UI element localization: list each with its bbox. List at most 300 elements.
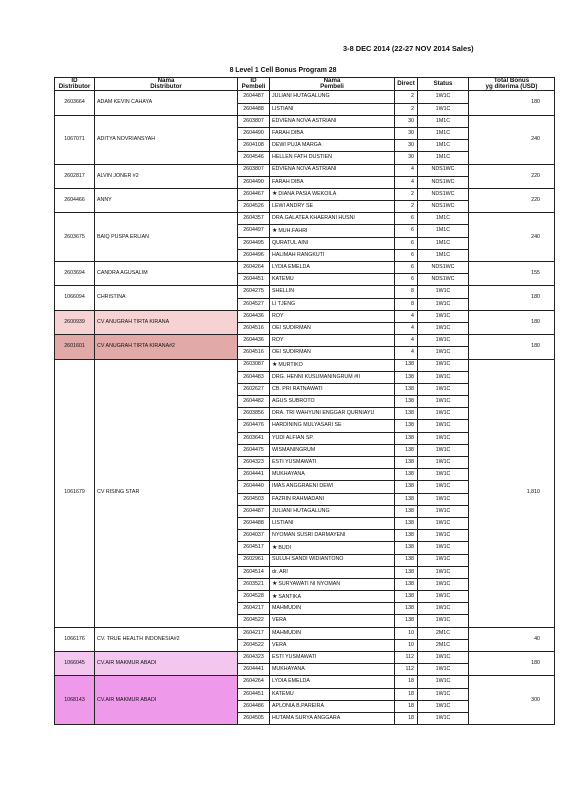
direct-cell: 138 — [395, 408, 418, 420]
status-cell: NDS1WC — [418, 201, 469, 213]
direct-cell: 6 — [395, 237, 418, 249]
buyer-name-cell — [270, 201, 395, 213]
status-cell: NDS1WC — [418, 176, 469, 188]
total-bonus-cell: 220 — [469, 188, 555, 212]
status-cell: 1W1C — [418, 578, 469, 590]
buyer-name-text: APLONIA B.PAREIRA — [272, 702, 325, 709]
status-cell: 1W1C — [418, 517, 469, 529]
buyer-id-cell: 2604451 — [238, 688, 270, 700]
status-cell: 1M1C — [418, 237, 469, 249]
buyer-name-text: ESTI YUSMAWATI — [272, 653, 317, 660]
buyer-name-cell — [270, 286, 395, 298]
buyer-id-cell: 2604323 — [238, 457, 270, 469]
header-nama-pembeli: Nama Pembeli — [270, 78, 395, 91]
buyer-name-text: ROY — [272, 312, 284, 319]
buyer-name-text: AGUS SUBROTO — [272, 398, 315, 405]
buyer-name-cell — [270, 615, 395, 627]
buyer-name-text: SURYAWATI NI NYOMAN — [278, 581, 341, 588]
buyer-id-cell: 2603807 — [238, 164, 270, 176]
buyer-id-cell: 2604323 — [238, 652, 270, 664]
direct-cell: 4 — [395, 310, 418, 322]
buyer-id-cell: 2604475 — [238, 444, 270, 456]
status-cell: 1W1C — [418, 688, 469, 700]
direct-cell: 4 — [395, 176, 418, 188]
buyer-name-text: MAHMUDIN — [272, 629, 302, 636]
direct-cell: 138 — [395, 591, 418, 603]
total-bonus-cell: 40 — [469, 627, 555, 651]
buyer-name-cell — [270, 517, 395, 529]
direct-cell: 138 — [395, 505, 418, 517]
buyer-id-cell: 2604482 — [238, 396, 270, 408]
distributor-id-cell: 1066094 — [55, 286, 95, 310]
buyer-name-text: FARAH DIBA — [272, 129, 304, 136]
buyer-name-cell — [270, 457, 395, 469]
total-bonus-cell: 180 — [469, 652, 555, 676]
header-id-distributor: ID Distributor — [55, 78, 95, 91]
buyer-id-cell: 2604487 — [238, 505, 270, 517]
star-icon: ★ — [272, 544, 278, 551]
buyer-name-text: SANTIKA — [278, 593, 302, 600]
buyer-name-cell — [270, 262, 395, 274]
buyer-id-cell: 2604264 — [238, 262, 270, 274]
status-cell: 1W1C — [418, 383, 469, 395]
distributor-name-cell: ANNY — [95, 188, 238, 212]
buyer-name-text: MAHMUDIN — [272, 605, 302, 612]
buyer-name-text: CB. PRI RATNAWATI — [272, 385, 323, 392]
distributor-id-cell: 2603694 — [55, 262, 95, 286]
direct-cell: 138 — [395, 530, 418, 542]
direct-cell: 2 — [395, 188, 418, 200]
table-row — [55, 676, 555, 688]
buyer-name-cell — [270, 420, 395, 432]
buyer-name-cell — [270, 505, 395, 517]
direct-cell: 2 — [395, 103, 418, 115]
status-cell: 1M1C — [418, 213, 469, 225]
direct-cell: 8 — [395, 286, 418, 298]
distributor-name-cell: ADAM KEVIN CAHAYA — [95, 91, 238, 115]
buyer-id-cell: 2604487 — [238, 91, 270, 103]
star-icon: ★ — [272, 361, 278, 368]
distributor-name-cell: CV. TRUE HEALTH INDONESIA#2 — [95, 627, 238, 651]
buyer-id-cell: 2604488 — [238, 103, 270, 115]
buyer-id-cell: 2604526 — [238, 201, 270, 213]
buyer-name-cell — [270, 493, 395, 505]
distributor-id-cell: 2604466 — [55, 188, 95, 212]
distributor-id-cell: 2601601 — [55, 335, 95, 359]
buyer-name-cell — [270, 530, 395, 542]
buyer-name-text: KATEMU — [272, 690, 294, 697]
buyer-name-cell — [270, 542, 395, 554]
buyer-name-text: HARDINING MULYASARI SE — [272, 422, 342, 429]
status-cell: 1W1C — [418, 103, 469, 115]
buyer-id-cell: 2604516 — [238, 322, 270, 334]
total-bonus-cell: 155 — [469, 262, 555, 286]
distributor-name-cell: CV RISING STAR — [95, 359, 238, 627]
buyer-name-text: HALIMAH RANGKUTI — [272, 251, 325, 258]
direct-cell: 6 — [395, 262, 418, 274]
direct-cell: 6 — [395, 249, 418, 261]
buyer-name-cell — [270, 444, 395, 456]
buyer-name-cell — [270, 322, 395, 334]
buyer-name-cell — [270, 274, 395, 286]
buyer-id-cell: 2604546 — [238, 152, 270, 164]
status-cell: 1W1C — [418, 603, 469, 615]
buyer-name-cell — [270, 432, 395, 444]
direct-cell: 138 — [395, 444, 418, 456]
direct-cell: 138 — [395, 578, 418, 590]
status-cell: NDS1WC — [418, 164, 469, 176]
buyer-name-cell — [270, 688, 395, 700]
buyer-id-cell: 2604037 — [238, 530, 270, 542]
distributor-name-cell: CV.AIR MAKMUR ABADI — [95, 676, 238, 725]
buyer-name-cell — [270, 103, 395, 115]
header-direct: Direct — [395, 78, 418, 91]
buyer-name-text: LISTIANI — [272, 519, 294, 526]
buyer-name-cell — [270, 127, 395, 139]
buyer-name-cell — [270, 627, 395, 639]
table-row — [55, 652, 555, 664]
direct-cell: 138 — [395, 517, 418, 529]
status-cell: 1W1C — [418, 91, 469, 103]
status-cell: 1W1C — [418, 712, 469, 724]
buyer-name-text: OEI SUDIRMAN — [272, 349, 311, 356]
buyer-id-cell: 2604217 — [238, 627, 270, 639]
buyer-name-text: JULIANI HUTAGALUNG — [272, 507, 330, 514]
star-icon: ★ — [272, 581, 278, 588]
status-cell: 1W1C — [418, 652, 469, 664]
buyer-name-cell — [270, 383, 395, 395]
table-row — [55, 91, 555, 103]
direct-cell: 4 — [395, 335, 418, 347]
distributor-name-cell: CHRISTINA — [95, 286, 238, 310]
buyer-id-cell: 2604488 — [238, 517, 270, 529]
direct-cell: 138 — [395, 383, 418, 395]
buyer-name-text: FARAH DIBA — [272, 178, 304, 185]
buyer-id-cell: 2603807 — [238, 115, 270, 127]
buyer-id-cell: 2603856 — [238, 408, 270, 420]
buyer-id-cell: 2604476 — [238, 420, 270, 432]
buyer-id-cell: 2604528 — [238, 591, 270, 603]
total-bonus-cell: 240 — [469, 115, 555, 164]
table-row — [55, 262, 555, 274]
direct-cell: 8 — [395, 298, 418, 310]
status-cell: 2M1C — [418, 639, 469, 651]
buyer-name-cell — [270, 237, 395, 249]
direct-cell: 4 — [395, 164, 418, 176]
direct-cell: 138 — [395, 396, 418, 408]
direct-cell: 138 — [395, 469, 418, 481]
buyer-name-cell — [270, 371, 395, 383]
direct-cell: 4 — [395, 322, 418, 334]
total-bonus-cell: 240 — [469, 213, 555, 262]
status-cell: 1W1C — [418, 286, 469, 298]
distributor-name-cell: ADITYA NOVRIANSYAH — [95, 115, 238, 164]
buyer-id-cell: 2602627 — [238, 383, 270, 395]
buyer-name-cell — [270, 249, 395, 261]
status-cell: 1W1C — [418, 432, 469, 444]
buyer-id-cell: 2604467 — [238, 188, 270, 200]
status-cell: 2M1C — [418, 627, 469, 639]
status-cell: 1W1C — [418, 371, 469, 383]
buyer-id-cell: 2604517 — [238, 542, 270, 554]
star-icon: ★ — [272, 227, 278, 234]
status-cell: 1W1C — [418, 298, 469, 310]
status-cell: 1W1C — [418, 700, 469, 712]
buyer-id-cell: 2604527 — [238, 298, 270, 310]
direct-cell: 138 — [395, 420, 418, 432]
buyer-id-cell: 2604522 — [238, 639, 270, 651]
buyer-name-text: QURATUL AINI — [272, 239, 309, 246]
buyer-name-text: DRA.GALATEA KHAERANI HUSNI — [272, 215, 355, 222]
status-cell: 1W1C — [418, 347, 469, 359]
buyer-id-cell: 2604483 — [238, 371, 270, 383]
buyer-name-text: ESTI YUSMAWATI — [272, 458, 317, 465]
buyer-name-text: KATEMU — [272, 276, 294, 283]
buyer-name-cell — [270, 603, 395, 615]
distributor-id-cell: 1066045 — [55, 652, 95, 676]
table-row — [55, 310, 555, 322]
direct-cell: 10 — [395, 639, 418, 651]
program-title: 8 Level 1 Cell Bonus Program 28 — [229, 67, 337, 74]
buyer-name-text: DRA. TRI WAHYUNI ENGGAR QURNIAYU — [272, 410, 375, 417]
buyer-name-cell — [270, 712, 395, 724]
header-status: Status — [418, 78, 469, 91]
buyer-name-cell — [270, 213, 395, 225]
buyer-name-cell — [270, 591, 395, 603]
total-bonus-cell: 300 — [469, 676, 555, 725]
buyer-id-cell: 2604441 — [238, 469, 270, 481]
direct-cell: 30 — [395, 140, 418, 152]
buyer-name-text: ROY — [272, 337, 284, 344]
distributor-name-cell: CV ANUGRAH TIRTA KIRANA — [95, 310, 238, 334]
buyer-id-cell: 2604275 — [238, 286, 270, 298]
buyer-name-text: SULUH SANDI WIDIANTONO — [272, 556, 344, 563]
status-cell: 1W1C — [418, 542, 469, 554]
direct-cell: 4 — [395, 347, 418, 359]
total-bonus-cell: 180 — [469, 91, 555, 115]
distributor-id-cell: 1061679 — [55, 359, 95, 627]
direct-cell: 138 — [395, 359, 418, 371]
buyer-name-text: NYOMAN SUSRI DARMAYENI — [272, 532, 346, 539]
buyer-name-cell — [270, 335, 395, 347]
total-bonus-cell: 180 — [469, 335, 555, 359]
buyer-name-text: BUDI — [278, 544, 292, 551]
status-cell: 1W1C — [418, 505, 469, 517]
buyer-name-cell — [270, 652, 395, 664]
buyer-id-cell: 2604264 — [238, 676, 270, 688]
direct-cell: 6 — [395, 274, 418, 286]
table-header-row — [55, 78, 555, 91]
distributor-id-cell: 1068143 — [55, 676, 95, 725]
buyer-name-text: DRG. HENNI KUSUMANINGRUM #II — [272, 373, 360, 380]
buyer-id-cell: 2604108 — [238, 140, 270, 152]
buyer-id-cell: 2604217 — [238, 603, 270, 615]
buyer-name-text: JULIANI HUTAGALUNG — [272, 93, 330, 100]
status-cell: 1M1C — [418, 225, 469, 237]
buyer-id-cell: 2604522 — [238, 615, 270, 627]
buyer-name-text: IMAS ANGGRAENI DEWI — [272, 483, 334, 490]
direct-cell: 138 — [395, 371, 418, 383]
buyer-name-text: DIANA PASIA WEKOILA — [278, 191, 337, 198]
buyer-id-cell: 2603521 — [238, 578, 270, 590]
status-cell: 1W1C — [418, 444, 469, 456]
buyer-name-cell — [270, 188, 395, 200]
buyer-name-text: MUKHAYANA — [272, 471, 305, 478]
distributor-id-cell: 2602817 — [55, 164, 95, 188]
buyer-name-text: WISMANINGRUM — [272, 446, 316, 453]
buyer-name-cell — [270, 310, 395, 322]
direct-cell: 30 — [395, 115, 418, 127]
report-date-range: 3-8 DEC 2014 (22-27 NOV 2014 Sales) — [343, 44, 474, 53]
buyer-name-text: dr. ARI — [272, 568, 288, 575]
status-cell: 1W1C — [418, 420, 469, 432]
direct-cell: 6 — [395, 213, 418, 225]
direct-cell: 2 — [395, 91, 418, 103]
total-bonus-cell: 220 — [469, 164, 555, 188]
status-cell: 1M1C — [418, 140, 469, 152]
status-cell: NDS1WC — [418, 262, 469, 274]
buyer-name-text: FAZRIN RAHMADANI — [272, 495, 325, 502]
buyer-id-cell: 2604441 — [238, 664, 270, 676]
buyer-name-cell — [270, 578, 395, 590]
status-cell: 1W1C — [418, 481, 469, 493]
table-row — [55, 286, 555, 298]
total-bonus-cell: 180 — [469, 310, 555, 334]
buyer-name-cell — [270, 676, 395, 688]
buyer-name-cell — [270, 639, 395, 651]
direct-cell: 138 — [395, 493, 418, 505]
direct-cell: 10 — [395, 627, 418, 639]
buyer-name-text: HUTAMA SURYA ANGGARA — [272, 714, 341, 721]
status-cell: 1W1C — [418, 310, 469, 322]
buyer-name-text: DEWI PUJA MARGA — [272, 142, 322, 149]
status-cell: 1W1C — [418, 408, 469, 420]
status-cell: NDS1WC — [418, 274, 469, 286]
status-cell: 1W1C — [418, 664, 469, 676]
buyer-name-cell — [270, 469, 395, 481]
status-cell: 1W1C — [418, 469, 469, 481]
distributor-id-cell: 1067071 — [55, 115, 95, 164]
distributor-name-cell: CANDRA AGUSALIM — [95, 262, 238, 286]
direct-cell: 138 — [395, 432, 418, 444]
buyer-name-text: LI TJENG — [272, 300, 296, 307]
star-icon: ★ — [272, 593, 278, 600]
buyer-name-text: VERA — [272, 641, 287, 648]
buyer-name-cell — [270, 408, 395, 420]
distributor-id-cell: 1066176 — [55, 627, 95, 651]
distributor-name-cell: CV ANUGRAH TIRTA KIRANA#2 — [95, 335, 238, 359]
buyer-id-cell: 2604490 — [238, 176, 270, 188]
buyer-name-cell — [270, 664, 395, 676]
status-cell: 1W1C — [418, 493, 469, 505]
direct-cell: 112 — [395, 664, 418, 676]
direct-cell: 138 — [395, 603, 418, 615]
table-row — [55, 335, 555, 347]
buyer-name-text: LYDIA EMELDA — [272, 678, 310, 685]
buyer-name-cell — [270, 554, 395, 566]
distributor-name-cell: CV.AIR MAKMUR ABADI — [95, 652, 238, 676]
buyer-name-text: MUKHAYANA — [272, 666, 305, 673]
buyer-name-cell — [270, 164, 395, 176]
total-bonus-cell: 180 — [469, 286, 555, 310]
table-body — [55, 91, 555, 725]
status-cell: 1W1C — [418, 554, 469, 566]
buyer-id-cell: 2604514 — [238, 566, 270, 578]
table-row — [55, 115, 555, 127]
status-cell: NDS1WC — [418, 188, 469, 200]
buyer-name-text: LEWI ANDRY SE — [272, 203, 314, 210]
buyer-id-cell: 2604436 — [238, 335, 270, 347]
header-nama-distributor: Nama Distributor — [95, 78, 238, 91]
direct-cell: 18 — [395, 712, 418, 724]
distributor-name-cell: ALVIN JONER #2 — [95, 164, 238, 188]
buyer-name-cell — [270, 152, 395, 164]
buyer-name-cell — [270, 176, 395, 188]
buyer-name-cell — [270, 347, 395, 359]
distributor-id-cell: 2600939 — [55, 310, 95, 334]
direct-cell: 138 — [395, 457, 418, 469]
buyer-name-text: VERA — [272, 617, 287, 624]
status-cell: 1W1C — [418, 322, 469, 334]
status-cell: 1M1C — [418, 249, 469, 261]
status-cell: 1W1C — [418, 676, 469, 688]
status-cell: 1M1C — [418, 115, 469, 127]
header-id-pembeli: ID Pembeli — [238, 78, 270, 91]
buyer-name-text: YUDI ALFIAN SP. — [272, 434, 314, 441]
buyer-name-cell — [270, 115, 395, 127]
table-row — [55, 213, 555, 225]
buyer-name-cell — [270, 396, 395, 408]
buyer-name-cell — [270, 140, 395, 152]
status-cell: 1W1C — [418, 530, 469, 542]
buyer-name-text: EDVIENA NOVA ASTRIANI — [272, 117, 337, 124]
buyer-name-cell — [270, 700, 395, 712]
buyer-name-cell — [270, 91, 395, 103]
status-cell: 1M1C — [418, 127, 469, 139]
buyer-id-cell: 2604436 — [238, 310, 270, 322]
buyer-name-text: OEI SUDIRMAN — [272, 324, 311, 331]
buyer-name-cell — [270, 359, 395, 371]
buyer-name-cell — [270, 225, 395, 237]
status-cell: 1W1C — [418, 457, 469, 469]
buyer-id-cell: 2603641 — [238, 432, 270, 444]
buyer-name-text: HELLEN FATH DUSTIEN — [272, 154, 332, 161]
distributor-name-cell: BAIQ PUSPA ERLIAN — [95, 213, 238, 262]
direct-cell: 18 — [395, 688, 418, 700]
table-row — [55, 164, 555, 176]
buyer-name-text: LISTIANI — [272, 105, 294, 112]
total-bonus-cell: 1,810 — [469, 359, 555, 627]
buyer-id-cell: 2604440 — [238, 481, 270, 493]
table-row — [55, 359, 555, 371]
buyer-name-text: LYDIA EMELDA — [272, 263, 310, 270]
direct-cell: 2 — [395, 201, 418, 213]
buyer-name-text: MUH.FAHRI — [278, 227, 308, 234]
buyer-id-cell: 2602961 — [238, 554, 270, 566]
direct-cell: 138 — [395, 615, 418, 627]
direct-cell: 138 — [395, 481, 418, 493]
buyer-id-cell: 2604490 — [238, 127, 270, 139]
status-cell: 1W1C — [418, 335, 469, 347]
direct-cell: 18 — [395, 700, 418, 712]
table-row — [55, 627, 555, 639]
buyer-id-cell: 2604495 — [238, 237, 270, 249]
direct-cell: 18 — [395, 676, 418, 688]
buyer-id-cell: 2604497 — [238, 225, 270, 237]
buyer-name-text: SHELLIN — [272, 288, 295, 295]
header-total-bonus: Total Bonus yg diterima (USD) — [469, 78, 555, 91]
buyer-id-cell: 2604496 — [238, 249, 270, 261]
